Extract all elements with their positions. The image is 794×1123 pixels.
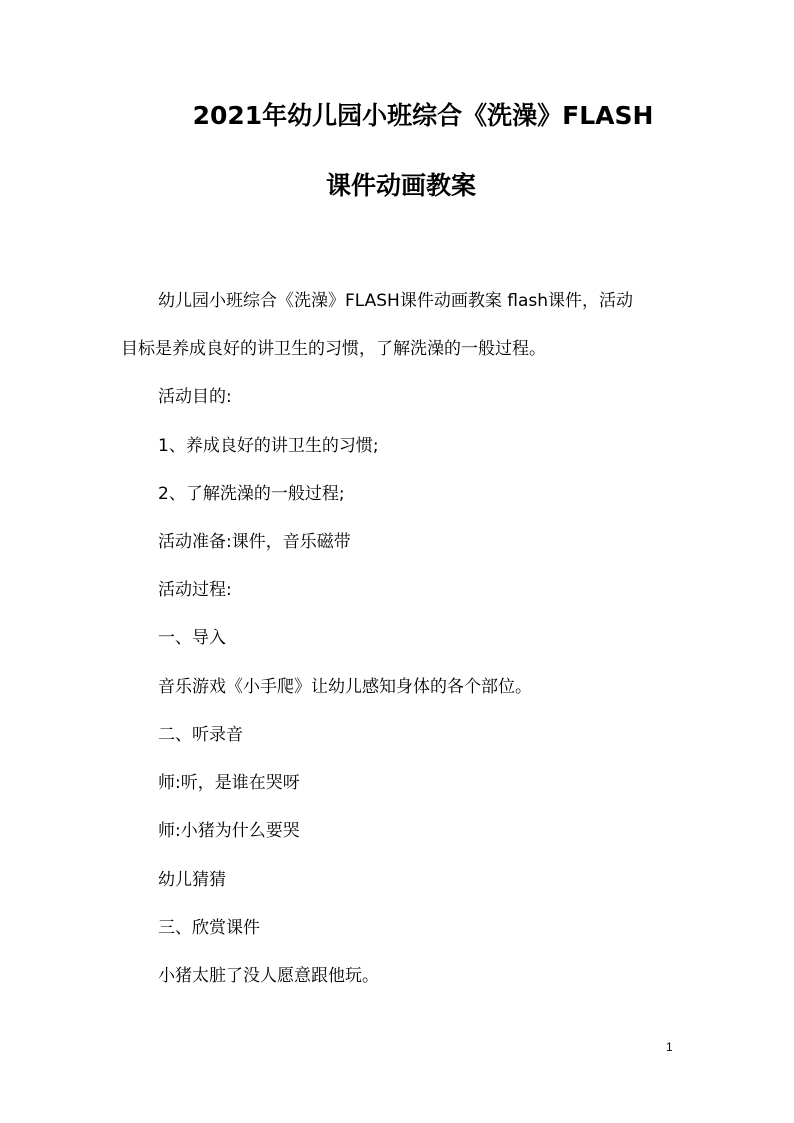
step-3-heading: 三、欣赏课件 [158, 918, 260, 938]
goal-item-2: 2、了解洗澡的一般过程; [158, 484, 345, 504]
step-1-text: 音乐游戏《小手爬》让幼儿感知身体的各个部位。 [158, 677, 532, 697]
intro-paragraph-line-2: 目标是养成良好的讲卫生的习惯，了解洗澡的一般过程。 [121, 339, 546, 359]
page-number: 1 [666, 1040, 673, 1054]
step-2-answer: 幼儿猜猜 [158, 870, 226, 890]
step-3-text: 小猪太脏了没人愿意跟他玩。 [158, 966, 379, 986]
process-heading: 活动过程: [158, 580, 232, 600]
step-2-question-2: 师:小猪为什么要哭 [158, 821, 300, 841]
intro-paragraph-line-1: 幼儿园小班综合《洗澡》FLASH课件动画教案 flash课件，活动 [158, 291, 634, 311]
document-title-line-2: 课件动画教案 [325, 171, 476, 200]
step-2-heading: 二、听录音 [158, 725, 243, 745]
step-1-heading: 一、导入 [158, 628, 226, 648]
step-2-question-1: 师:听，是谁在哭呀 [158, 773, 300, 793]
goals-heading: 活动目的: [158, 387, 232, 407]
document-title-line-1: 2021年幼儿园小班综合《洗澡》FLASH [192, 101, 654, 130]
goal-item-1: 1、养成良好的讲卫生的习惯; [158, 436, 379, 456]
preparation-text: 活动准备:课件，音乐磁带 [158, 532, 351, 552]
